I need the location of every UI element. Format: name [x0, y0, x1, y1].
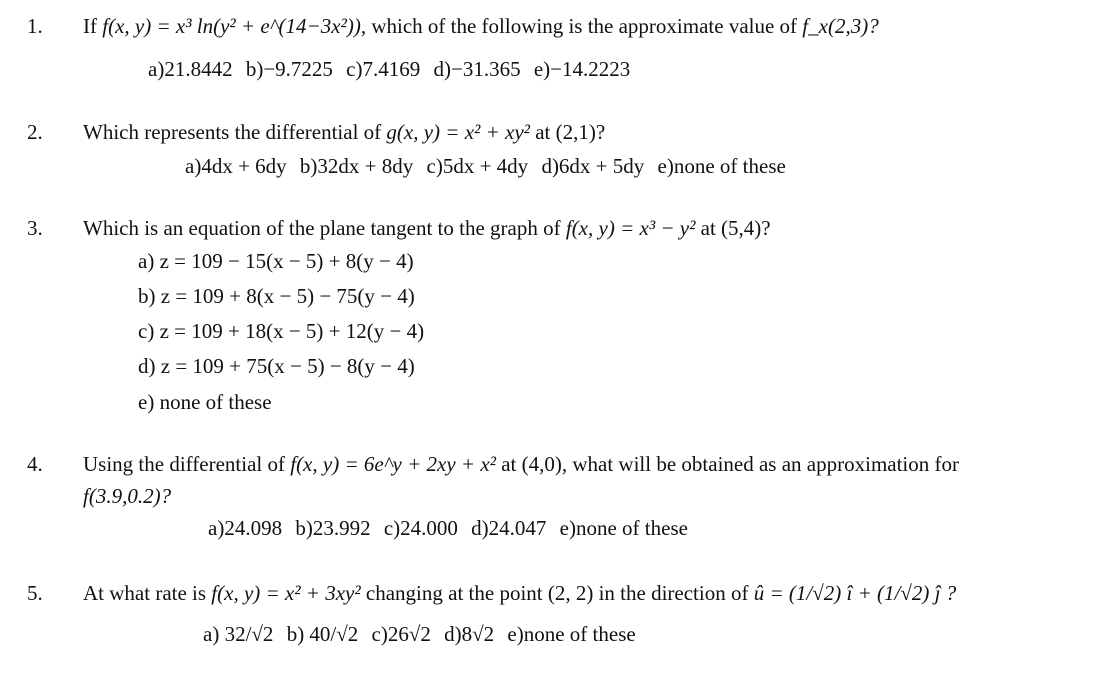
question-text: [83, 216, 771, 241]
question-text: [83, 581, 956, 606]
question-number: 2.: [27, 120, 43, 144]
question-tail: at (5,4)?: [700, 216, 771, 240]
option-a: a) z = 109 − 15(x − 5) + 8(y − 4): [138, 249, 414, 273]
option-b: b)32dx + 8dy: [299, 154, 414, 178]
option-c: c)7.4169: [346, 57, 421, 81]
option-e: e)−14.2223: [533, 57, 631, 81]
question-text: [83, 14, 879, 39]
target-expression: f_x(2,3)?: [802, 14, 879, 38]
option-c: c)26√2: [371, 622, 431, 646]
option-c: c)24.000: [383, 516, 458, 540]
question-lead: Which represents the differential of: [83, 120, 382, 144]
option-a: a)4dx + 6dy: [185, 154, 287, 178]
option-d: d)24.047: [471, 516, 547, 540]
question-tail: changing at the point (2, 2) in the direction of: [365, 581, 749, 605]
option-e: e)none of these: [507, 622, 636, 646]
option-c: c) z = 109 + 18(x − 5) + 12(y − 4): [138, 319, 425, 343]
options-row: [148, 57, 638, 82]
options-row: [203, 622, 644, 647]
question-lead: Which is an equation of the plane tangent to the graph of: [83, 216, 561, 240]
option-c: c)5dx + 4dy: [426, 154, 529, 178]
function-expression: f(x, y) = 6e^y + 2xy + x²: [290, 452, 496, 476]
option-d: d)6dx + 5dy: [541, 154, 645, 178]
question-number: 4.: [27, 452, 43, 476]
option-e: e) none of these: [138, 390, 272, 414]
option-a: a) 32/√2: [203, 622, 274, 646]
question-tail: at (2,1)?: [535, 120, 606, 144]
option-a: a)24.098: [208, 516, 283, 540]
question-tail: at (4,0), what will be obtained as an approximation for: [501, 452, 960, 476]
option-e: e)none of these: [559, 516, 688, 540]
function-expression: g(x, y) = x² + xy²: [386, 120, 530, 144]
direction-vector: û = (1/√2) î + (1/√2) ĵ ?: [753, 581, 957, 605]
question-text: [83, 452, 959, 477]
function-expression: f(x, y) = x³ ln(y² + e^(14−3x²)): [102, 14, 361, 38]
function-expression: f(x, y) = x² + 3xy²: [211, 581, 361, 605]
question-text: [83, 120, 605, 145]
option-b: b)−9.7225: [245, 57, 333, 81]
option-b: b)23.992: [295, 516, 371, 540]
option-b: b) 40/√2: [286, 622, 359, 646]
option-d: d) z = 109 + 75(x − 5) − 8(y − 4): [138, 354, 415, 378]
option-b: b) z = 109 + 8(x − 5) − 75(y − 4): [138, 284, 415, 308]
question-number: 5.: [27, 581, 43, 605]
question-lead: At what rate is: [83, 581, 207, 605]
question-tail: , which of the following is the approximate value of: [360, 14, 798, 38]
question-lead: If: [83, 14, 97, 38]
question-lead: Using the differential of: [83, 452, 285, 476]
question-number: 1.: [27, 14, 43, 38]
option-d: d)8√2: [444, 622, 495, 646]
question-number: 3.: [27, 216, 43, 240]
function-expression: f(x, y) = x³ − y²: [565, 216, 696, 240]
options-row: [185, 154, 794, 179]
option-d: d)−31.365: [433, 57, 521, 81]
option-e: e)none of these: [657, 154, 786, 178]
option-a: a)21.8442: [148, 57, 233, 81]
question-text-line2: f(3.9,0.2)?: [83, 484, 172, 508]
options-row: [208, 516, 696, 541]
